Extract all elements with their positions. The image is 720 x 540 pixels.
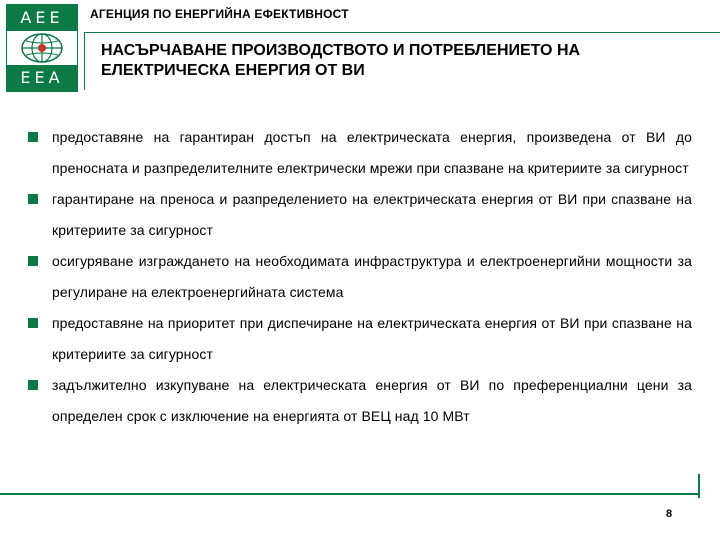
bullet-square-icon	[28, 318, 38, 328]
bullet-text: осигуряване изграждането на необходимата инфраструктура и електроенергийни мощности за регулиране на електроенергийната система	[52, 253, 692, 300]
bullet-square-icon	[28, 194, 38, 204]
logo-emblem	[7, 31, 77, 65]
page-title: НАСЪРЧАВАНЕ ПРОИЗВОДСТВОТО И ПОТРЕБЛЕНИЕТО НА ЕЛЕКТРИЧЕСКА ЕНЕРГИЯ ОТ ВИ	[101, 42, 581, 79]
agency-name: АГЕНЦИЯ ПО ЕНЕРГИЙНА ЕФЕКТИВНОСТ	[90, 7, 349, 21]
logo-top-text: AEE	[20, 8, 64, 27]
logo-bottom-text: EEA	[20, 68, 64, 87]
bullet-square-icon	[28, 380, 38, 390]
list-item	[24, 184, 692, 246]
bullet-text: предоставяне на приоритет при диспечиране на електрическата енергия от ВИ при спазване на критериите за сигурност	[52, 315, 692, 362]
bullet-text: задължително изкупуване на електрическата енергия от ВИ по преференциални цени за определен срок с изключение на енергията от ВЕЦ над 10 МВт	[52, 377, 692, 424]
bullet-square-icon	[28, 132, 38, 142]
bullet-text: предоставяне на гарантиран достъп на електрическата енергия, произведена от ВИ до преносната и разпределителните електрически мрежи при спазване на критериите за сигурност	[52, 129, 692, 176]
bullet-square-icon	[28, 256, 38, 266]
aee-logo	[6, 4, 78, 92]
list-item	[24, 246, 692, 308]
bullet-text: гарантиране на преноса и разпределението на електрическата енергия от ВИ при спазване на критериите за сигурност	[52, 191, 692, 238]
list-item	[24, 122, 692, 184]
footer-divider	[0, 493, 700, 495]
list-item	[24, 370, 692, 432]
list-item	[24, 308, 692, 370]
globe-icon	[7, 31, 77, 65]
page-number: 8	[666, 508, 673, 520]
bullet-list	[24, 122, 692, 432]
footer-corner-line	[698, 474, 700, 498]
